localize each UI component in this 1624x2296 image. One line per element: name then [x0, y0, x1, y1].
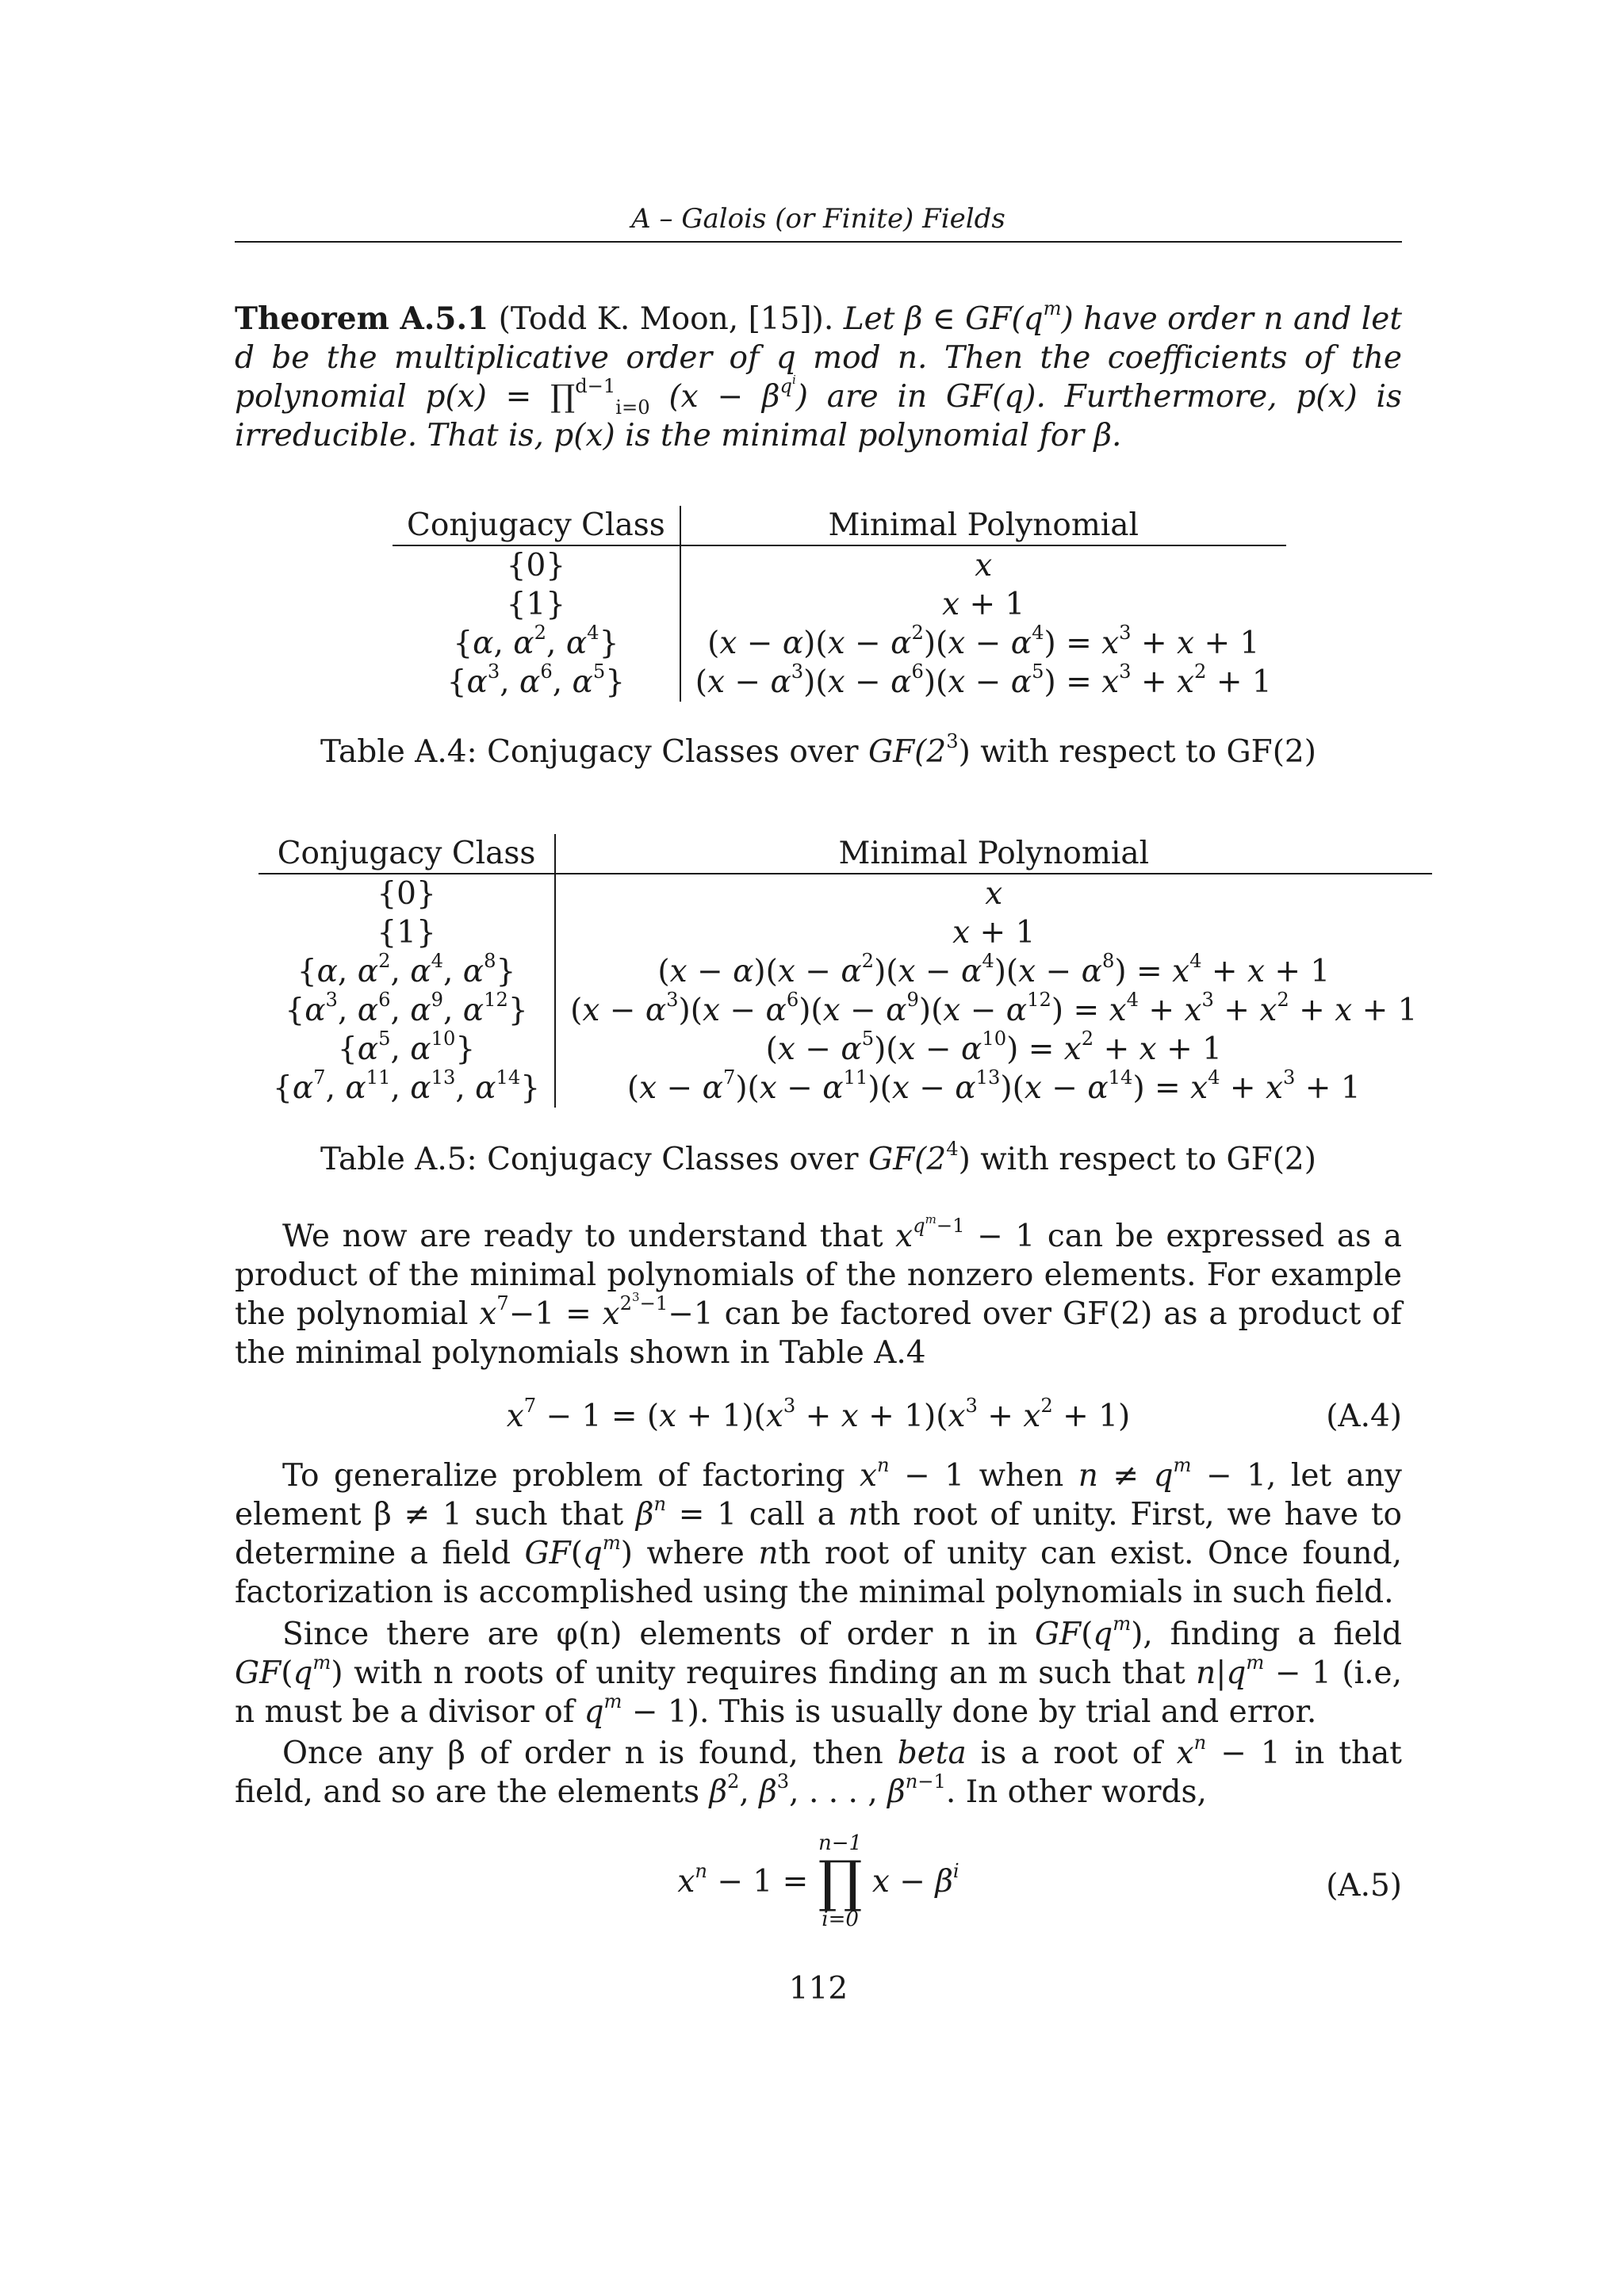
table-row: {$\alpha^3$, $\alpha^6$, $\alpha^9$, $\alpha^{12}$} $(x - \alpha^3)(x - \alpha^6)(x - \alpha^9)(x - \alpha^{12}) = x^4 + x^3 + x^2 + x + 1$	[259, 991, 1432, 1030]
product-symbol: n−1 ∏ i=0	[818, 1831, 863, 1931]
table-a5-header-class: Conjugacy Class	[259, 834, 555, 874]
table-row: {1} x + 1	[259, 913, 1432, 952]
table-row: {1} x + 1	[393, 585, 1286, 624]
paragraph-2: To generalize problem of factoring $x^n - 1$ when $n \ne q^m - 1$, let any element β ≠ 1 such that $\beta^n = 1$ call a nth root of unity. First, we have to determine a field $GF(q^m)$ where nth root of unity can exist. Once found, factorization is accomplished using the minimal polynomials in such field.	[235, 1454, 1403, 1610]
equation-a5-number: (A.5)	[1326, 1868, 1402, 1904]
table-row: {$\alpha^7$, $\alpha^{11}$, $\alpha^{13}$, $\alpha^{14}$} $(x - \alpha^7)(x - \alpha^{11})(x - \alpha^{13})(x - \alpha^{14}) = x^4 + x^3 + 1$	[259, 1069, 1432, 1108]
theorem-text-2: ) have order n and let d be the multiplicative order of q mod n. Then the coefficients of the polynomial p(x) =	[235, 301, 1403, 415]
paragraph-3: Since there are φ(n) elements of order n in $GF(q^m)$, finding a field $GF(q^m)$ with n roots of unity requires finding an m such that $n|q^m - 1$ (i.e, n must be a divisor of $q^m - 1$). This is usually done by trial and error.	[235, 1613, 1402, 1730]
header-rule	[235, 241, 1402, 243]
page-number: 112	[788, 1971, 848, 2007]
running-header: A – Galois (or Finite) Fields	[631, 203, 1005, 235]
equation-a4-number: (A.4)	[1326, 1399, 1402, 1434]
table-a4-header-class: Conjugacy Class	[393, 506, 680, 545]
table-row: {$\alpha^3$, $\alpha^6$, $\alpha^5$} $(x - \alpha^3)(x - \alpha^6)(x - \alpha^5) = x^3 + x^2 + 1$	[393, 663, 1286, 702]
table-a4	[393, 506, 1286, 702]
theorem-block: Theorem A.5.1 (Todd K. Moon, [15]). Let β ∈ $GF(q^m)$ have order n and let d be the multiplicative order of q mod n. Then the coefficients of the polynomial p(x) = ∏$^{d-1}_{i=0}$ $(x - \beta^{q^i})$ are in GF(q). Furthermore, p(x) is irreducible. That is, p(x) is the minimal polynomial for β.	[235, 297, 1403, 453]
theorem-text-3: are in GF(q). Furthermore, p(x) is irreducible. That is, p(x) is the minimal polynomial for β.	[235, 379, 1402, 453]
paragraph-1: We now are ready to understand that $x^{q^m-1} - 1$ can be expressed as a product of the minimal polynomials of the nonzero elements. For example the polynomial $x^7-1 = x^{2^3-1}-1$ can be factored over GF(2) as a product of the minimal polynomials shown in Table A.4	[235, 1212, 1402, 1371]
table-row: {$\alpha^5$, $\alpha^{10}$} $(x - \alpha^5)(x - \alpha^{10}) = x^2 + x + 1$	[259, 1030, 1432, 1069]
table-a5	[259, 834, 1432, 1108]
paragraph-4: Once any β of order n is found, then beta is a root of $x^n - 1$ in that field, and so are the elements $\beta^2$, $\beta^3$, . . . , $\beta^{n-1}$. In other words,	[235, 1732, 1402, 1810]
table-row: {α, $\alpha^2$, $\alpha^4$, $\alpha^8$} $(x - \alpha)(x - \alpha^2)(x - \alpha^4)(x - \alpha^8) = x^4 + x + 1$	[259, 952, 1432, 991]
table-row: {0} x	[259, 874, 1432, 913]
table-a4-caption: Table A.4: Conjugacy Classes over $GF(2^3)$ with respect to GF(2)	[320, 730, 1316, 770]
table-a4-header-poly: Minimal Polynomial	[680, 506, 1286, 545]
table-row: {0} x	[393, 545, 1286, 585]
table-row: {α, $\alpha^2$, $\alpha^4$} $(x - \alpha)(x - \alpha^2)(x - \alpha^4) = x^3 + x + 1$	[393, 624, 1286, 663]
document-page: A – Galois (or Finite) Fields Theorem A.5.1 (Todd K. Moon, [15]). Let β ∈ $GF(q^m)$ have order n and let d be the multiplicative order of q mod n. Then the coefficients of the polynomial p(x) = ∏$^{d-1}_{i=0}$ $(x - \beta^{q^i})$ are in GF(q). Furthermore, p(x) is irreducible. That is, p(x) is the minimal polynomial for β. Conjugacy Class Minimal Polynomial {0} x {1} x + 1 {α, $\alpha^2$, $\alpha^4$} $(x - \alpha)(x - \alpha^2)(x - \alpha^4) = x^3 + x + 1$ {$\alpha^3$, $\alpha^6$, $\alpha^5$} $(x - \alpha^3)(x - \alpha^6)(x - \alpha^5) = x^3 + x^2 + 1$ Table A.4: Conjugacy Classes over $GF(2^3)$ with respect to GF(2) Conjugacy Class Minimal Polynomial {0} x {1} x + 1 {α, $\alpha^2$, $\alpha^4$, $\alpha^8$} $(x - \alpha)(x - \alpha^2)(x - \alpha^4)(x - \alpha^8) = x^4 + x + 1$ {$\alpha^3$, $\alpha^6$, $\alpha^9$, $\alpha^{12}$} $(x - \alpha^3)(x - \alpha^6)(x - \alpha^9)(x - \alpha^{12}) = x^4 + x^3 + x^2 + x + 1$ {$\alpha^5$, $\alpha^{10}$} $(x - \alpha^5)(x - \alpha^{10}) = x^2 + x + 1$ {$\alpha^7$, $\alpha^{11}$, $\alpha^{13}$, $\alpha^{14}$} $(x - \alpha^7)(x - \alpha^{11})(x - \alpha^{13})(x - \alpha^{14}) = x^4 + x^3 + 1$ Table A.5: Conjugacy Classes over $GF(2^4)$ with respect to GF(2) We now are ready to understand that $x^{q^m-1} - 1$ can be expressed as a product of the minimal polynomials of the nonzero elements. For example the polynomial $x^7-1 = x^{2^3-1}-1$ can be factored over GF(2) as a product of the minimal polynomials shown in Table A.4 $x^7 - 1 = (x + 1)(x^3 + x + 1)(x^3 + x^2 + 1)$ (A.4) To generalize problem of factoring $x^n - 1$ when $n \ne q^m - 1$, let any element β ≠ 1 such that $\beta^n = 1$ call a nth root of unity. First, we have to determine a field $GF(q^m)$ where nth root of unity can exist. Once found, factorization is accomplished using the minimal polynomials in such field. Since there are φ(n) elements of order n in $GF(q^m)$, finding a field $GF(q^m)$ with n roots of unity requires finding an m such that $n|q^m - 1$ (i.e, n must be a divisor of $q^m - 1$). This is usually done by trial and error. Once any β of order n is found, then beta is a root of $x^n - 1$ in that field, and so are the elements $\beta^2$, $\beta^3$, . . . , $\beta^{n-1}$. In other words, $x^n - 1$ = n−1 ∏ i=0 $x - \beta^i$ (A.5) 112	[0, 0, 1624, 2296]
theorem-label: Theorem A.5.1	[235, 300, 489, 337]
theorem-text-1: Let β ∈ GF(q	[843, 301, 1044, 337]
theorem-attribution: (Todd K. Moon, [15]).	[498, 301, 834, 337]
table-a5-header-poly: Minimal Polynomial	[555, 834, 1431, 874]
table-a5-caption: Table A.5: Conjugacy Classes over $GF(2^4)$ with respect to GF(2)	[320, 1138, 1316, 1177]
equation-a5: $x^n - 1$ = n−1 ∏ i=0 $x - \beta^i$ (A.5)	[677, 1831, 1402, 1931]
